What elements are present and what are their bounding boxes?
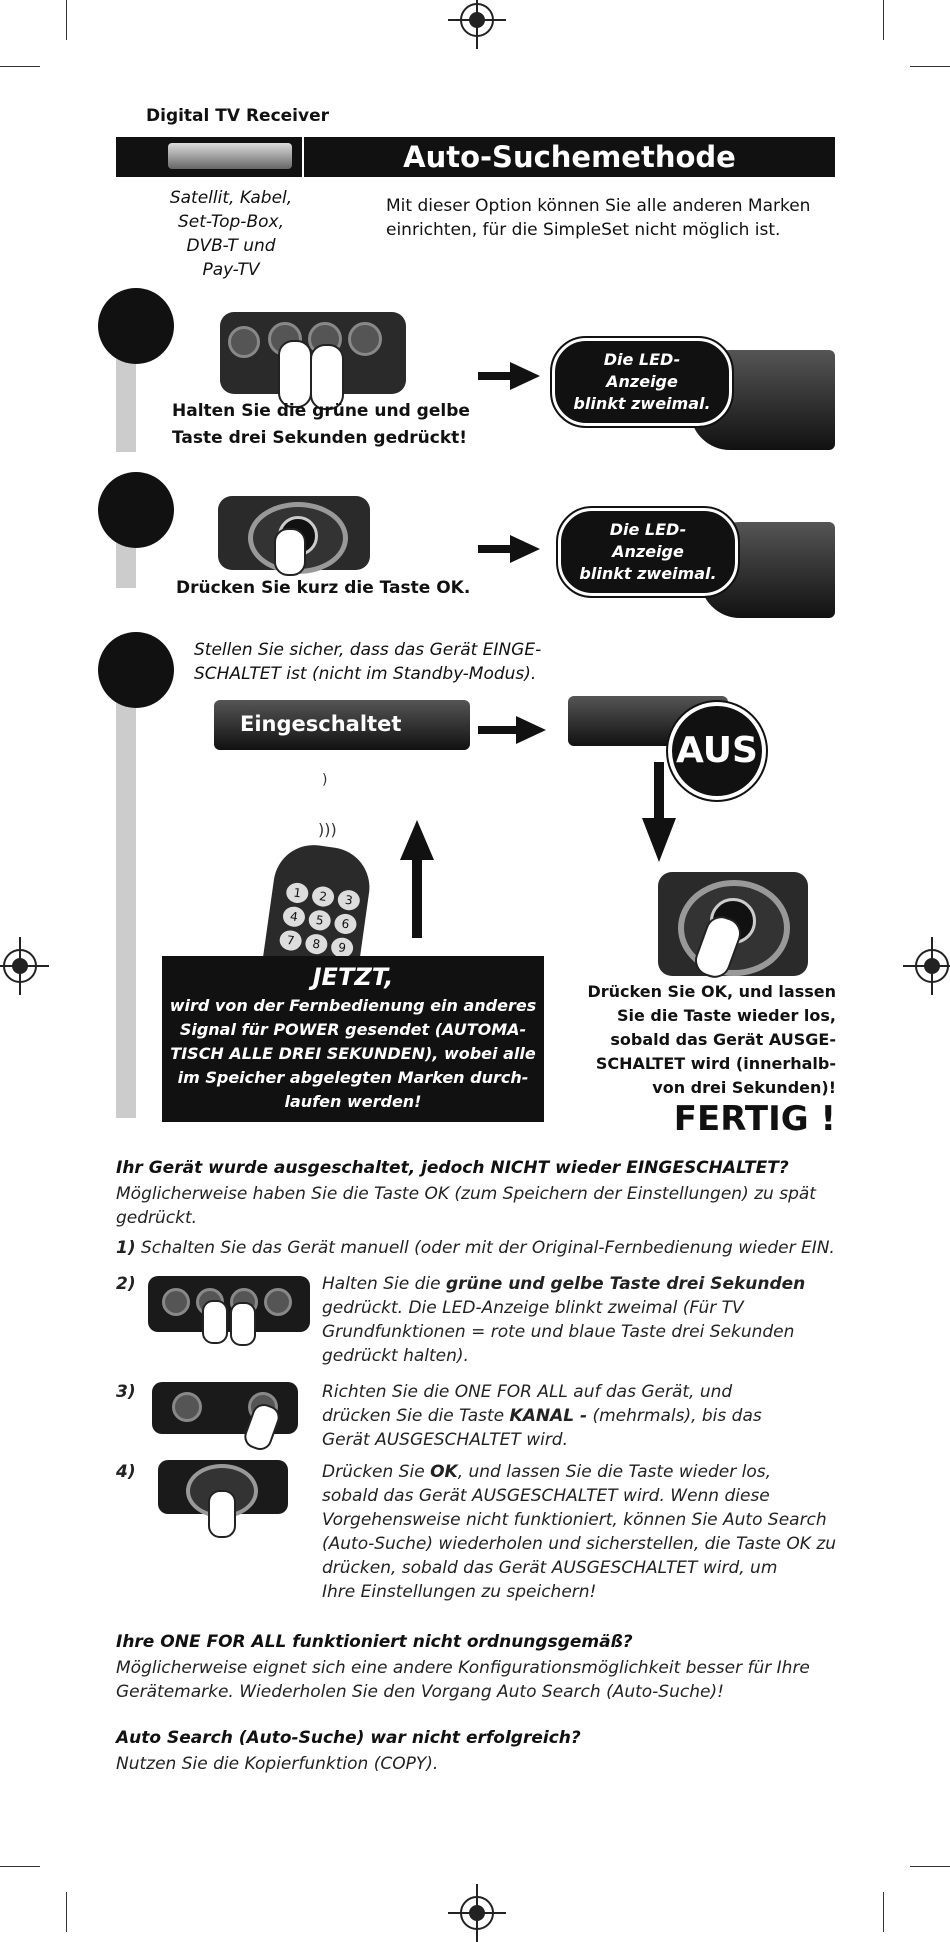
trouble2-answer: Möglicherweise eignet sich eine andere Konfigurationsmöglichkeit besser für Ihre Gerätemarke. Wiederholen Sie den Vorgang Auto Search (Auto-Suche)!: [116, 1658, 810, 1702]
item4-number: 4): [116, 1462, 136, 1482]
led-blink-bubble: Die LED-Anzeige blinkt zweimal.: [558, 508, 738, 596]
device-label-on: Eingeschaltet: [240, 712, 402, 736]
step3-marker: [98, 632, 174, 708]
trouble1-answer: Möglicherweise haben Sie die Taste OK (zum Speichern der Einstellungen) zu spät gedrückt.: [116, 1184, 816, 1228]
arrow-right-head: [510, 362, 540, 390]
led-blink-bubble: Die LED-Anzeige blinkt zweimal.: [552, 338, 732, 426]
arrow-right: [478, 726, 518, 734]
trouble1-question: Ihr Gerät wurde ausgeschaltet, jedoch NICHT wieder EINGESCHALTET?: [116, 1158, 789, 1178]
registration-mark-right: [915, 949, 949, 983]
keypad-key: 3: [337, 889, 362, 912]
registration-mark-left: [3, 949, 37, 983]
arrow-up: [412, 858, 422, 938]
done-label: FERTIG !: [673, 1099, 836, 1139]
finger-icon: [274, 528, 306, 576]
trouble3-question: Auto Search (Auto-Suche) war nicht erfolgreich?: [116, 1728, 581, 1748]
trouble1-item2: Halten Sie die grüne und gelbe Taste drei Sekunden gedrückt. Die LED-Anzeige blinkt zweimal (Für TV Grundfunktionen = rote und blaue Taste drei Sekunden gedrückt halten).: [322, 1274, 806, 1366]
arrow-up-head: [400, 820, 434, 860]
step1-marker: [98, 288, 174, 364]
arrow-down-head: [642, 818, 676, 862]
registration-mark-bottom: [460, 1896, 494, 1930]
step2-caption: Drücken Sie kurz die Taste OK.: [176, 578, 471, 598]
keypad-key: 6: [333, 913, 358, 936]
step1-caption: Halten Sie die grüne und gelbe Taste drei Sekunden gedrückt!: [172, 401, 470, 448]
arrow-right: [478, 372, 512, 380]
off-badge: AUS: [668, 702, 766, 800]
receiver-on: [214, 700, 470, 750]
item3-number: 3): [116, 1382, 136, 1402]
item2-number: 2): [116, 1274, 136, 1294]
intro-description: Mit dieser Option können Sie alle anderen Marken einrichten, für die SimpleSet nicht möglich ist.: [386, 196, 811, 240]
product-heading: Digital TV Receiver: [146, 106, 329, 126]
keypad-key: 7: [278, 929, 303, 952]
arrow-right-head: [516, 716, 546, 744]
finger-icon: [202, 1300, 228, 1344]
trouble1-item4: Drücken Sie OK, und lassen Sie die Taste wieder los, sobald das Gerät AUSGESCHALTET wird. Wenn diese Vorgehensweise nicht funktioniert, können Sie Auto Search (Auto-Suche) wiederholen und sicherstellen, die Taste OK zu drücken, sobald das Gerät AUSGESCHALTET wird, um Ihre Einstellungen zu speichern!: [322, 1462, 837, 1602]
step3-bar: [116, 672, 136, 1118]
keypad-key: 1: [285, 882, 310, 905]
jetzt-box: JETZT, wird von der Fernbedienung ein anderes Signal für POWER gesendet (AUTOMA- TISCH ALLE DREI SEKUNDEN), wobei alle im Speicher abgelegten Marken durch- laufen werden!: [162, 956, 544, 1122]
jetzt-title: JETZT,: [312, 963, 394, 991]
registration-mark-top: [460, 3, 494, 37]
receiver-icon: [168, 143, 292, 169]
keypad-key: 9: [330, 936, 355, 959]
trouble1-item3: Richten Sie die ONE FOR ALL auf das Gerät, und drücken Sie die Taste KANAL - (mehrmals), bis das Gerät AUSGESCHALTET wird.: [322, 1382, 762, 1450]
keypad-key: 8: [304, 933, 329, 956]
trouble2-question: Ihre ONE FOR ALL funktioniert nicht ordnungsgemäß?: [116, 1632, 633, 1652]
trouble3-answer: Nutzen Sie die Kopierfunktion (COPY).: [116, 1754, 439, 1774]
keypad-key: 2: [311, 885, 336, 908]
arrow-right: [478, 545, 512, 553]
keypad-key: 5: [307, 909, 332, 932]
step3-note: Stellen Sie sicher, dass das Gerät EINGE- SCHALTET ist (nicht im Standby-Modus).: [194, 640, 542, 684]
signal-waves-icon: ))): [318, 820, 337, 839]
step2-marker: [98, 472, 174, 548]
page-title: Auto-Suchemethode: [304, 137, 835, 177]
arrow-down: [654, 762, 664, 820]
arrow-right-head: [510, 535, 540, 563]
remote-green-yellow-keys: [148, 1276, 310, 1332]
device-types: Satellit, Kabel, Set-Top-Box, DVB-T und Pay-TV: [169, 188, 293, 280]
signal-waves-icon: ): [322, 772, 328, 788]
finger-icon: [208, 1490, 236, 1538]
finger-icon: [230, 1302, 256, 1346]
keypad-key: 4: [282, 905, 307, 928]
trouble1-item1: 1) Schalten Sie das Gerät manuell (oder mit der Original-Fernbedienung wieder EIN.: [116, 1238, 835, 1258]
ok-release-instructions: Drücken Sie OK, und lassen Sie die Taste wieder los, sobald das Gerät AUSGE- SCHALTET wird (innerhalb- von drei Sekunden)!: [587, 982, 836, 1097]
